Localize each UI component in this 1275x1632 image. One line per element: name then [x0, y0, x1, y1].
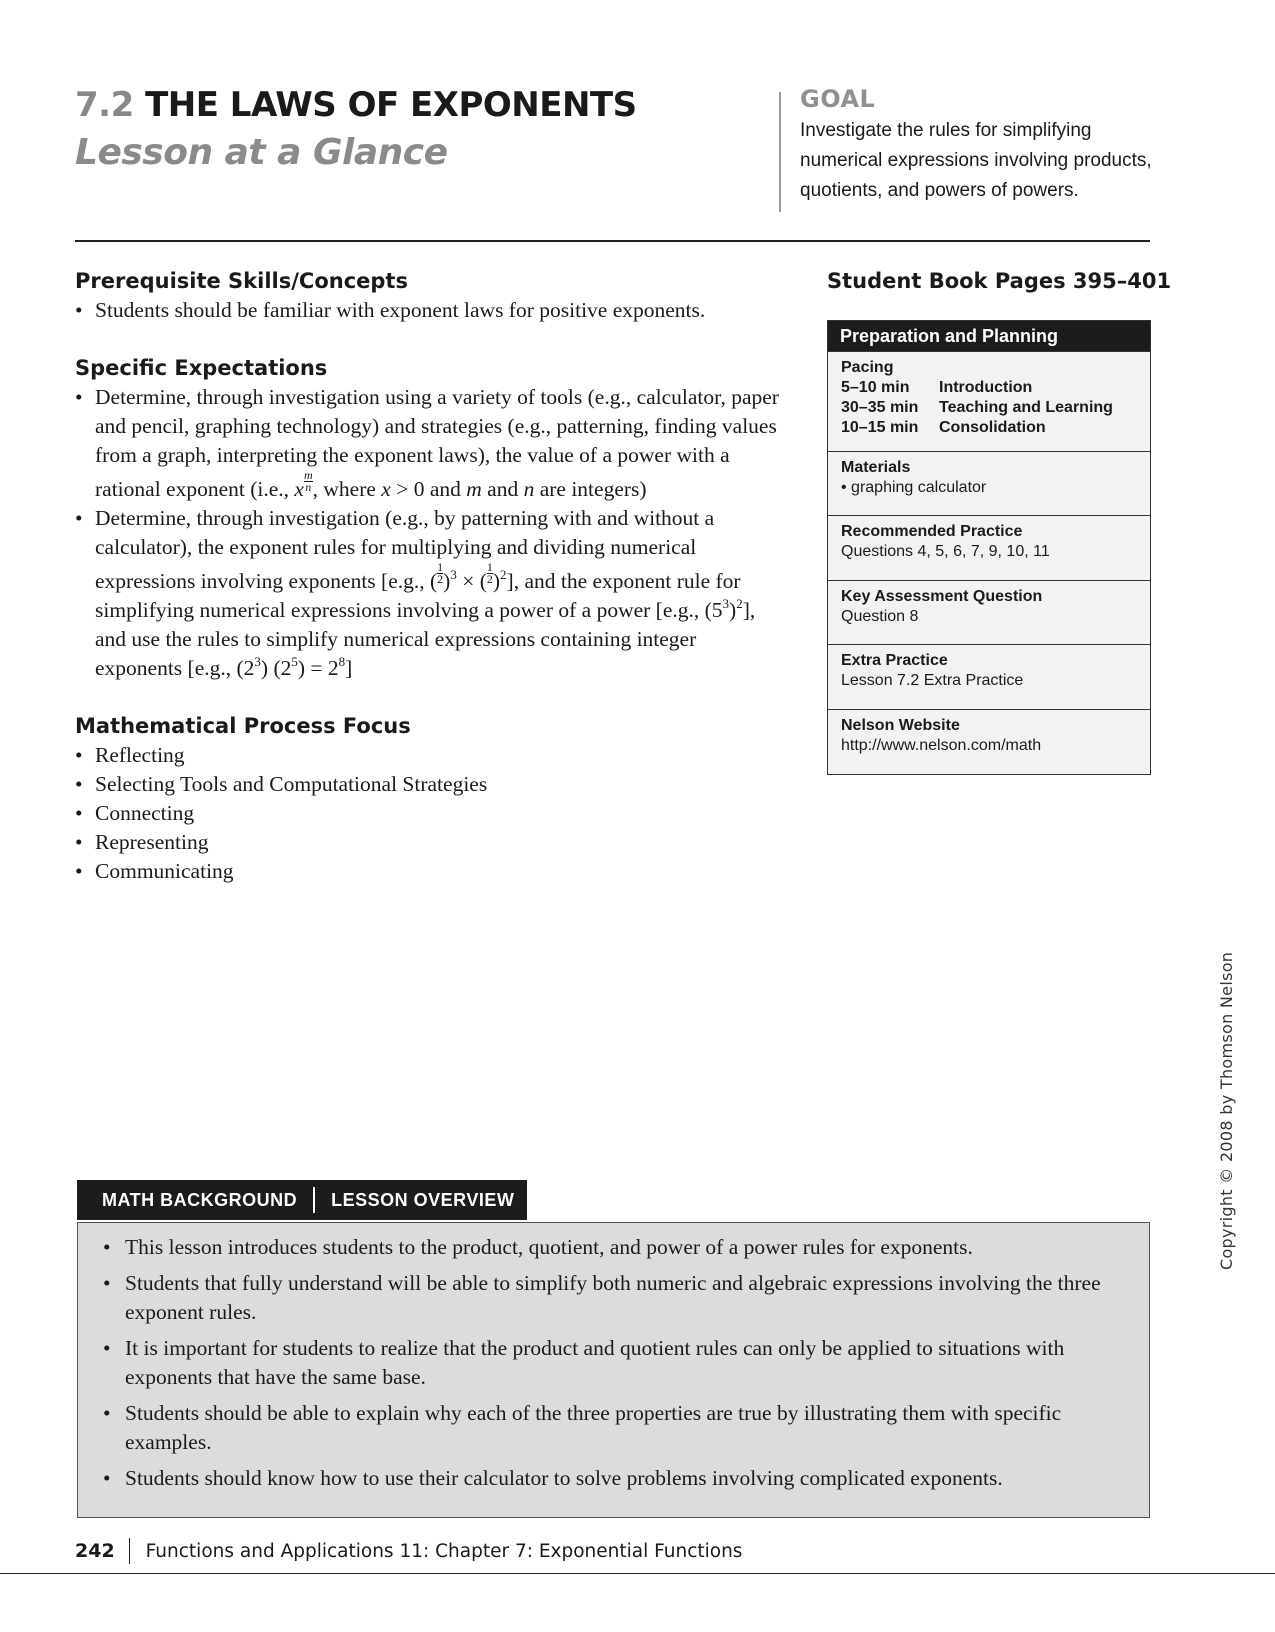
math-background-box: [77, 1222, 1150, 1518]
practice-label: Recommended Practice: [841, 523, 1023, 540]
half-fraction: $\frac{1}{2}$: [486, 560, 493, 586]
math-background-list: [103, 1233, 1109, 1493]
goal-divider: [779, 92, 781, 212]
footer-rule: [0, 1573, 1275, 1574]
pacing-row: 30–35 min Teaching and Learning: [841, 399, 1113, 416]
materials-label: Materials: [841, 459, 911, 476]
goal-text: Investigate the rules for simplifying numerical expressions involving products, quotients, and powers of powers.: [800, 120, 1152, 201]
exponent-fraction: $\frac{m}{n}$: [303, 468, 313, 494]
materials-value: • graphing calculator: [841, 479, 987, 496]
list-item: • Communicating: [75, 857, 780, 886]
materials-cell: [828, 451, 1150, 515]
list-item: • Determine, through investigation (e.g., by patterning with and without a calculator), the exponent rules for multiplying and dividing numerical expressions involving exponents [e.g., ( $\frac{1}{2}$ )$^3$ × ( $\frac{1}{2}$ )$^2$], and the exponent rule for simplifying numerical expressions involving a power of a power [e.g., $(5^3)^2$], and use the rules to simplify numerical expressions containing integer exponents [e.g., $(2^3) (2^5) = 2^8$]: [75, 504, 780, 683]
extra-practice-cell: [828, 644, 1150, 709]
expectations-heading: Specific Expectations: [75, 356, 328, 380]
extra-practice-label: Extra Practice: [841, 652, 948, 669]
list-item: • It is important for students to realize that the product and quotient rules can only be applied to situations with exponents that have the same base.: [103, 1334, 1109, 1392]
preparation-panel: [827, 320, 1151, 775]
practice-value: Questions 4, 5, 6, 7, 9, 10, 11: [841, 543, 1050, 560]
practice-cell: [828, 515, 1150, 580]
footer-text: Functions and Applications 11: Chapter 7: Exponential Functions: [145, 1540, 743, 1562]
list-item: • Students should be able to explain why each of the three properties are true by illustrating them with specific examples.: [103, 1399, 1109, 1457]
page-title: [75, 84, 755, 126]
preparation-title: Preparation and Planning: [828, 321, 1150, 351]
copyright-notice: Copyright © 2008 by Thomson Nelson: [1217, 951, 1236, 1270]
list-item: • Connecting: [75, 799, 780, 828]
title-block: [75, 84, 755, 176]
list-item: • This lesson introduces students to the product, quotient, and power of a power rules for exponents.: [103, 1233, 1109, 1262]
goal-block: [800, 84, 1160, 206]
lesson-number: 7.2: [75, 85, 134, 125]
website-cell: [828, 709, 1150, 774]
pacing-row: 10–15 min Consolidation: [841, 419, 1046, 436]
extra-practice-value: Lesson 7.2 Extra Practice: [841, 672, 1024, 689]
lesson-subtitle: Lesson at a Glance: [75, 132, 448, 173]
expectations-list: [75, 383, 780, 683]
assessment-value: Question 8: [841, 608, 919, 625]
prerequisite-heading: Prerequisite Skills/Concepts: [75, 269, 408, 293]
list-item: • Students should be familiar with exponent laws for positive exponents.: [75, 296, 780, 325]
left-column: [75, 266, 780, 886]
pacing-label: Pacing: [841, 359, 894, 376]
website-link[interactable]: http://www.nelson.com/math: [841, 737, 1042, 754]
student-book-pages: Student Book Pages 395–401: [827, 269, 1172, 293]
header-rule: [75, 240, 1150, 242]
half-fraction: $\frac{1}{2}$: [437, 560, 444, 586]
lesson-title: THE LAWS OF EXPONENTS: [145, 85, 637, 125]
footer-divider: [129, 1538, 130, 1564]
website-label: Nelson Website: [841, 717, 960, 734]
page-footer: [75, 1536, 742, 1566]
assessment-label: Key Assessment Question: [841, 588, 1043, 605]
list-item: • Students that fully understand will be able to simplify both numeric and algebraic expressions involving the three exponent rules.: [103, 1269, 1109, 1327]
list-item: • Students should know how to use their calculator to solve problems involving complicated exponents.: [103, 1464, 1109, 1493]
tab-lesson-overview: LESSON OVERVIEW: [331, 1189, 515, 1210]
pacing-row: 5–10 min Introduction: [841, 379, 1033, 396]
process-focus-heading: Mathematical Process Focus: [75, 714, 411, 738]
list-item: • Representing: [75, 828, 780, 857]
pacing-cell: [828, 351, 1150, 451]
list-item: • Reflecting: [75, 741, 780, 770]
page-number: 242: [75, 1540, 115, 1562]
list-item: • Determine, through investigation using a variety of tools (e.g., calculator, paper and pencil, graphing technology) and strategies (e.g., patterning, finding values from a graph, interpreting the exponent laws), the value of a power with a rational exponent (i.e., x $\frac{m}{n}$ , where x > 0 and m and n are integers): [75, 383, 780, 504]
tab-math-background: MATH BACKGROUND: [102, 1189, 298, 1210]
prerequisite-list: [75, 296, 780, 325]
math-background-tab: [77, 1180, 527, 1220]
list-item: • Selecting Tools and Computational Strategies: [75, 770, 780, 799]
tab-divider: [313, 1187, 315, 1213]
process-focus-list: [75, 741, 780, 886]
goal-label: GOAL: [800, 85, 876, 113]
assessment-cell: [828, 580, 1150, 644]
